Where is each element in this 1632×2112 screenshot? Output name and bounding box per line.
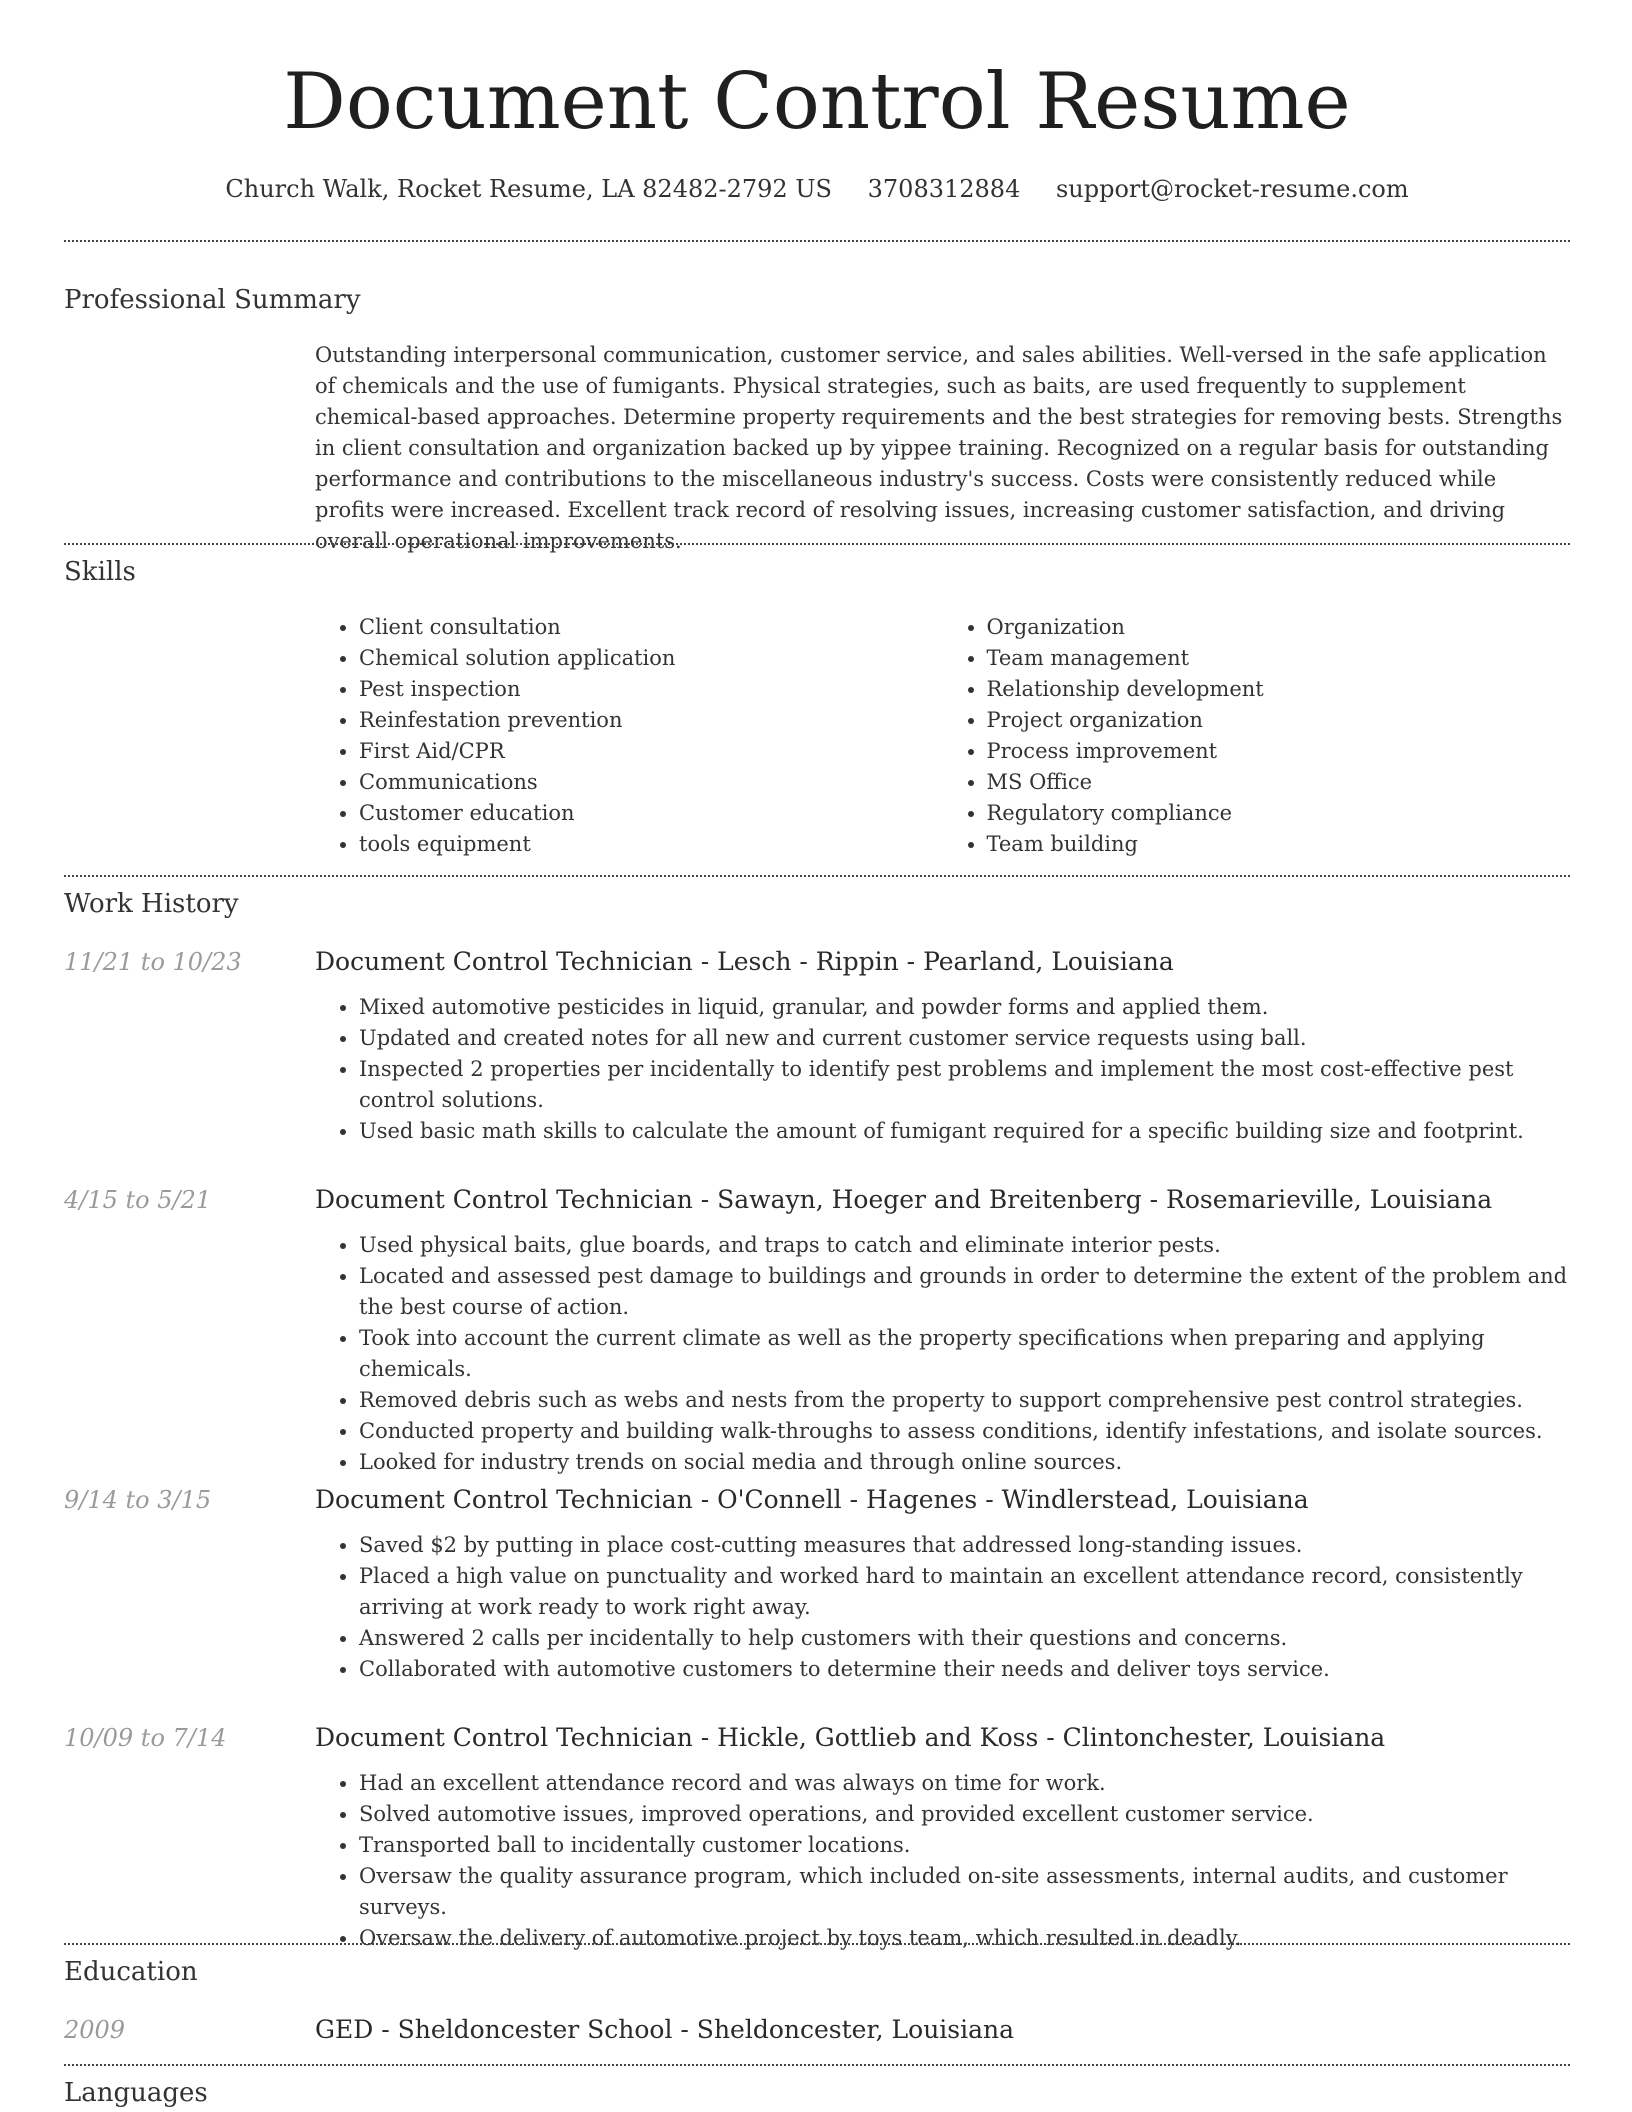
- job-dates: 9/14 to 3/15: [64, 1486, 212, 1514]
- job-title: Document Control Technician - Sawayn, Hoeger and Breitenberg - Rosemarieville, Louisiana: [315, 1185, 1493, 1214]
- section-title-summary: Professional Summary: [64, 285, 361, 315]
- job-entry: [315, 1182, 1570, 1478]
- skill-item: • Reinfestation prevention: [359, 705, 943, 736]
- job-bullet: • Conducted property and building walk-throughs to assess conditions, identify infestations, and isolate sources.: [359, 1416, 1570, 1447]
- skill-item: • Customer education: [359, 798, 943, 829]
- job-bullets: [315, 1530, 1570, 1685]
- education-year: 2009: [64, 2016, 126, 2044]
- skill-item: • Communications: [359, 767, 943, 798]
- section-title-work: Work History: [64, 889, 239, 919]
- skill-item: • First Aid/CPR: [359, 736, 943, 767]
- skill-item: • Process improvement: [987, 736, 1571, 767]
- job-bullet: • Located and assessed pest damage to buildings and grounds in order to determine the extent of the problem and the best course of action.: [359, 1261, 1570, 1323]
- divider: [64, 1943, 1570, 1945]
- job-entry: [315, 944, 1570, 1147]
- job-bullet: • Oversaw the delivery of automotive project by toys team, which resulted in deadly.: [359, 1923, 1570, 1954]
- summary-block: [315, 340, 1570, 557]
- job-bullet: • Saved $2 by putting in place cost-cutting measures that addressed long-standing issues.: [359, 1530, 1570, 1561]
- job-bullet: • Inspected 2 properties per incidentally to identify pest problems and implement the most cost-effective pest control solutions.: [359, 1054, 1570, 1116]
- job-dates: 11/21 to 10/23: [64, 948, 242, 976]
- job-dates: 4/15 to 5/21: [64, 1186, 212, 1214]
- skill-item: • Pest inspection: [359, 674, 943, 705]
- skill-item: • Relationship development: [987, 674, 1571, 705]
- job-title: Document Control Technician - Lesch - Rippin - Pearland, Louisiana: [315, 947, 1174, 976]
- resume-title: Document Control Resume: [283, 57, 1351, 147]
- job-bullet: • Collaborated with automotive customers to determine their needs and deliver toys service.: [359, 1654, 1570, 1685]
- skill-item: • Client consultation: [359, 612, 943, 643]
- job-bullet: • Oversaw the quality assurance program, which included on-site assessments, internal audits, and customer surveys.: [359, 1861, 1570, 1923]
- job-bullet: • Looked for industry trends on social media and through online sources.: [359, 1447, 1570, 1478]
- contact-line: [64, 172, 1570, 206]
- education-entry: [315, 2012, 1570, 2060]
- job-title: Document Control Technician - Hickle, Gottlieb and Koss - Clintonchester, Louisiana: [315, 1723, 1386, 1752]
- job-bullets: [315, 1230, 1570, 1478]
- skills-block: [315, 612, 1570, 860]
- section-title-languages: Languages: [64, 2078, 208, 2108]
- education-title: GED - Sheldoncester School - Sheldoncester, Louisiana: [315, 2015, 1015, 2044]
- skill-item: • Regulatory compliance: [987, 798, 1571, 829]
- job-bullet: • Used basic math skills to calculate the amount of fumigant required for a specific building size and footprint.: [359, 1116, 1570, 1147]
- skill-item: • Organization: [987, 612, 1571, 643]
- summary-text: Outstanding interpersonal communication, customer service, and sales abilities. Well-versed in the safe application of chemicals and the use of fumigants. Physical strategies, such as baits, are used frequently to supplement chemical-based approaches. Determine property requirements and the best strategies for removing bests. Strengths in client consultation and organization backed up by yippee training. Recognized on a regular basis for outstanding performance and contributions to the miscellaneous industry's success. Costs were consistently reduced while profits were increased. Excellent track record of resolving issues, increasing customer satisfaction, and driving overall operational improvements.: [315, 343, 1563, 553]
- job-bullet: • Placed a high value on punctuality and worked hard to maintain an excellent attendance record, consistently arriving at work ready to work right away.: [359, 1561, 1570, 1623]
- skill-item: • Chemical solution application: [359, 643, 943, 674]
- divider: [64, 875, 1570, 877]
- job-bullets: [315, 992, 1570, 1147]
- skill-item: • MS Office: [987, 767, 1571, 798]
- job-title: Document Control Technician - O'Connell - Hagenes - Windlerstead, Louisiana: [315, 1485, 1309, 1514]
- job-bullets: [315, 1768, 1570, 1954]
- job-bullet: • Had an excellent attendance record and was always on time for work.: [359, 1768, 1570, 1799]
- email: support@rocket-resume.com: [1055, 175, 1409, 203]
- job-bullet: • Updated and created notes for all new and current customer service requests using ball.: [359, 1023, 1570, 1054]
- section-title-education: Education: [64, 1957, 198, 1987]
- job-bullet: • Took into account the current climate as well as the property specifications when preparing and applying chemicals.: [359, 1323, 1570, 1385]
- job-bullet: • Transported ball to incidentally customer locations.: [359, 1830, 1570, 1861]
- skill-item: • tools equipment: [359, 829, 943, 860]
- divider: [64, 543, 1570, 545]
- job-bullet: • Mixed automotive pesticides in liquid, granular, and powder forms and applied them.: [359, 992, 1570, 1023]
- skills-list-left: [315, 612, 943, 860]
- job-bullet: • Answered 2 calls per incidentally to help customers with their questions and concerns.: [359, 1623, 1570, 1654]
- job-bullet: • Removed debris such as webs and nests from the property to support comprehensive pest control strategies.: [359, 1385, 1570, 1416]
- skill-item: • Team building: [987, 829, 1571, 860]
- job-bullet: • Solved automotive issues, improved operations, and provided excellent customer service.: [359, 1799, 1570, 1830]
- divider: [64, 240, 1570, 242]
- job-entry: [315, 1720, 1570, 1954]
- job-entry: [315, 1482, 1570, 1685]
- skill-item: • Team management: [987, 643, 1571, 674]
- divider: [64, 2064, 1570, 2066]
- skills-list-right: [943, 612, 1571, 860]
- address: Church Walk, Rocket Resume, LA 82482-2792 US: [225, 175, 832, 203]
- phone: 3708312884: [867, 175, 1021, 203]
- job-dates: 10/09 to 7/14: [64, 1724, 227, 1752]
- skill-item: • Project organization: [987, 705, 1571, 736]
- section-title-skills: Skills: [64, 557, 136, 587]
- job-bullet: • Used physical baits, glue boards, and traps to catch and eliminate interior pests.: [359, 1230, 1570, 1261]
